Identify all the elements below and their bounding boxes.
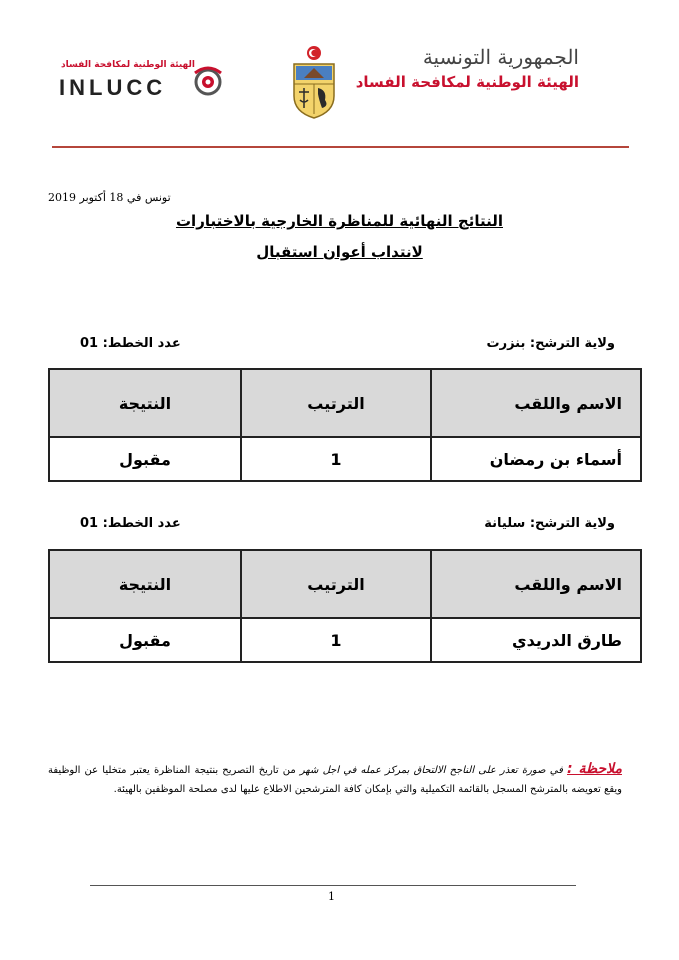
logo-arabic-caption: الهيئة الوطنية لمكافحة الفساد [61,60,195,70]
table-row [49,618,641,662]
republic-name: الجمهورية التونسية [422,45,579,69]
authority-name: الهيئة الوطنية لمكافحة الفساد [355,73,579,91]
header-name: الاسم واللقب [431,550,641,618]
note-italic-text: في صورة تعذر على الناجح الالتحاق بمركز عمله في اجل شهر [299,765,563,776]
header-name: الاسم واللقب [431,369,641,437]
document-subtitle: لانتداب أعوان استقبال [256,243,423,261]
header-rank: الترتيب [241,369,431,437]
table-header-row [49,369,641,437]
document-title: النتائج النهائية للمناظرة الخارجية بالاختبارات [175,212,503,230]
region-label-siliana: ولاية الترشح: سليانة [484,516,615,531]
logo-wordmark: INLUCC [59,75,167,100]
cell-result: مقبول [49,618,241,662]
page-number: 1 [328,890,335,903]
slots-label-bizerte: عدد الخطط: 01 [80,336,181,351]
cell-name: طارق الدريدي [431,618,641,662]
document-date: تونس في 18 أكتوبر 2019 [48,191,171,204]
note-paragraph [48,760,622,799]
cell-rank: 1 [241,618,431,662]
results-table-bizerte [48,368,642,482]
header-result: النتيجة [49,550,241,618]
region-label-bizerte: ولاية الترشح: بنزرت [486,336,615,351]
table-row [49,437,641,481]
footer-divider [90,885,576,886]
eye-icon [191,63,225,97]
header-divider [52,146,629,148]
note-label: ملاحظة : [567,761,622,777]
inlucc-logo [55,57,225,105]
cell-result: مقبول [49,437,241,481]
cell-rank: 1 [241,437,431,481]
results-table-siliana [48,549,642,663]
cell-name: أسماء بن رمضان [431,437,641,481]
table-header-row [49,550,641,618]
header-rank: الترتيب [241,550,431,618]
letterhead-right [356,45,579,91]
note-text: من تاريخ التصريح بنتيجة المناظرة يعتبر متخليا عن الوظيفة ويقع تعويضه بالمترشح المسجل بالقائمة التكميلية والتي بإمكان كافة المترشحين الاطلاع عليها لدى مصلحة الموظفين بالهيئة. [48,765,622,795]
tunisia-coat-of-arms-icon [289,44,339,120]
slots-label-siliana: عدد الخطط: 01 [80,516,181,531]
header-result: النتيجة [49,369,241,437]
